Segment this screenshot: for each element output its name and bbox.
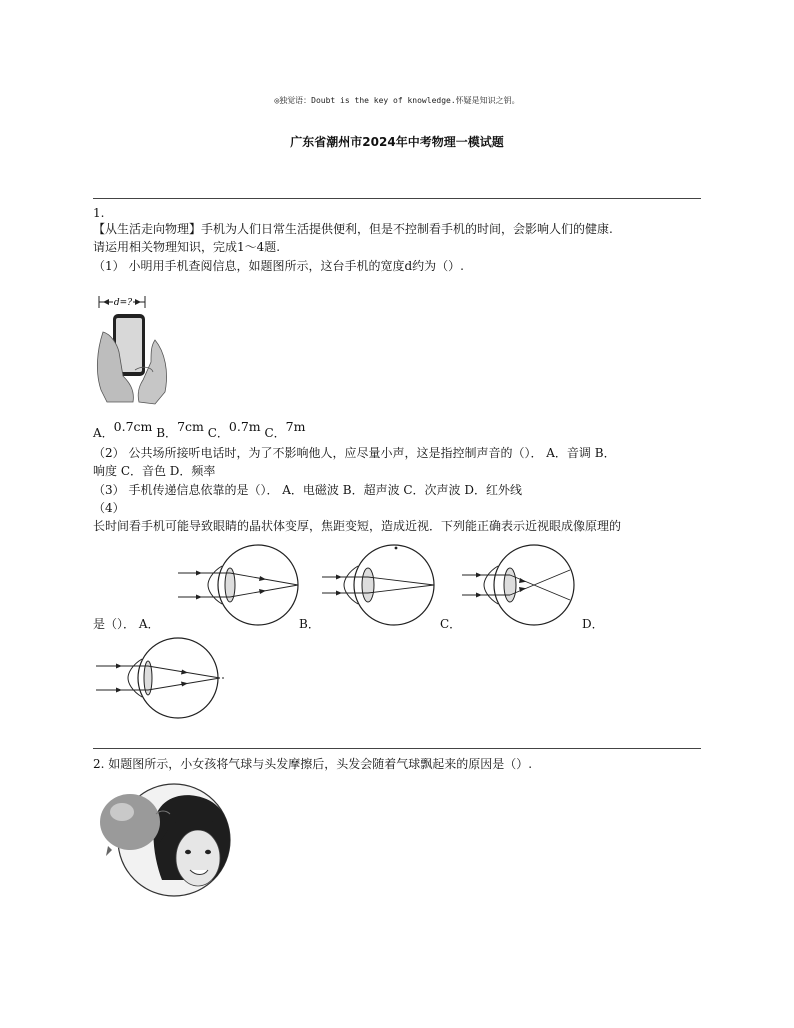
subquestion-1-text: （1） 小明用手机查阅信息，如题图所示，这台手机的宽度d约为（）. (93, 259, 464, 273)
eye-option-c-label: C． (440, 617, 462, 631)
subquestion-4-tail: 是（）． A． (93, 617, 160, 631)
subquestion-3-text: （3） 手机传递信息依靠的是（）． A．电磁波 B．超声波 C．次声波 D．红外线 (93, 483, 522, 497)
question-2-text: 2. 如题图所示，小女孩将气球与头发摩擦后，头发会随着气球飘起来的原因是（）. (93, 757, 533, 771)
phone-hand-figure (95, 290, 195, 420)
divider-top (93, 198, 701, 199)
divider-middle (93, 748, 701, 749)
subquestion-2-text-2: 响度 C．音色 D．频率 (93, 464, 216, 478)
subquestion-4-number: （4） (93, 501, 125, 515)
subquestion-4-text: 长时间看手机可能导致眼睛的晶状体变厚，焦距变短，造成近视．下列能正确表示近视眼成像原理的 (93, 519, 622, 533)
question-1-intro: 【从生活走向物理】手机为人们日常生活提供便利，但是不控制看手机的时间，会影响人们的健康. (93, 222, 613, 236)
header-motto: ◎独觉语：Doubt is the key of knowledge.怀疑是知识之钥。 (274, 96, 520, 105)
eye-option-d-label: D． (582, 617, 604, 631)
subquestion-2-text: （2） 公共场所接听电话时，为了不影响他人，应尽量小声，这是指控制声音的（）． A．音调 B． (93, 446, 616, 460)
option-d-letter: C． (264, 426, 286, 440)
option-b-letter: B． (156, 426, 178, 440)
subquestion-4-options (93, 615, 713, 631)
option-c-letter: C． (207, 426, 229, 440)
eye-diagram-d (96, 635, 230, 721)
option-c-value: 0.7m (228, 419, 261, 434)
question-1-intro-2: 请运用相关物理知识，完成1～4题. (93, 240, 281, 254)
option-a-letter: A． (93, 426, 114, 440)
question-1-number: 1. (93, 206, 105, 220)
option-b-value: 7cm (177, 419, 204, 434)
option-d-value: 7m (285, 419, 306, 434)
subquestion-1-options (93, 419, 306, 442)
option-a-value: 0.7cm (113, 419, 153, 434)
balloon-girl-figure (96, 784, 240, 900)
page-title: 广东省潮州市2024年中考物理一模试题 (290, 135, 504, 149)
phone-width-label: d=? (113, 298, 133, 308)
eye-option-b-label: B． (299, 617, 320, 631)
